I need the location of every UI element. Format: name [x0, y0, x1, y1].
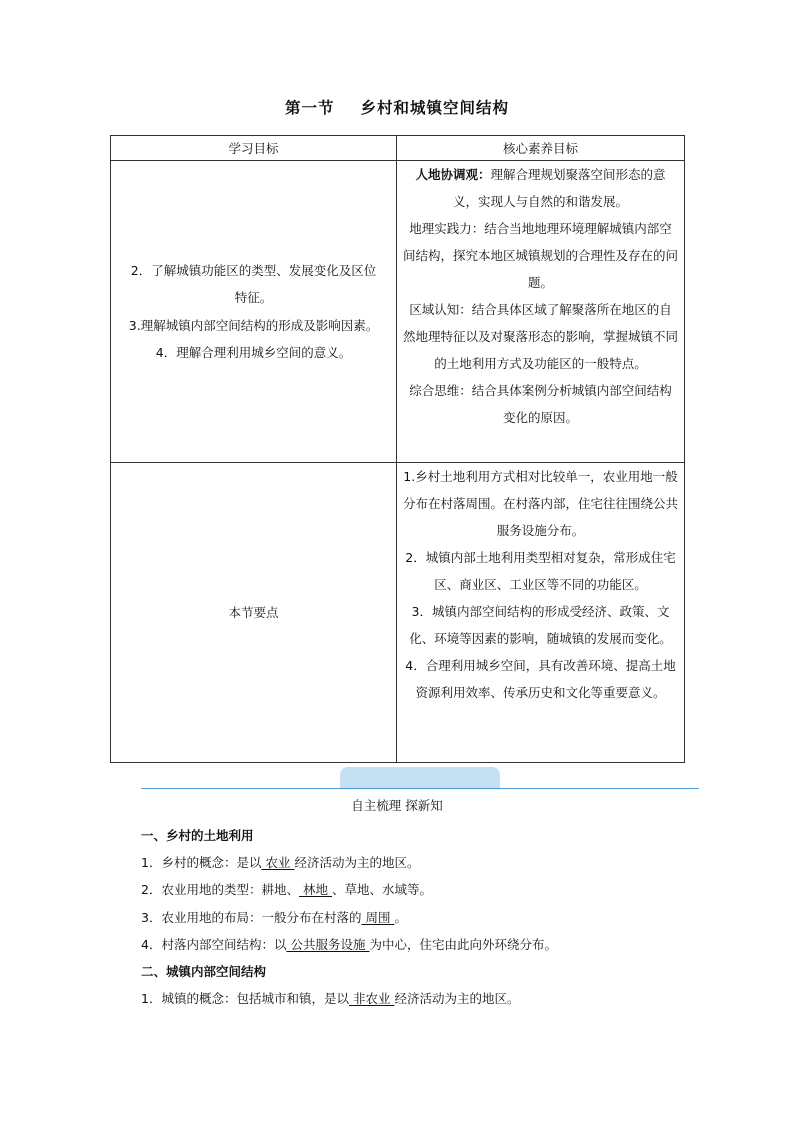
literacy-goal	[403, 161, 678, 215]
heading-urban-structure: 二、城镇内部空间结构	[141, 963, 267, 979]
literacy-text: 结合当地地理环境理解城镇内部空间结构，探究本地区城镇规划的合理性及存在的问题。	[403, 221, 679, 290]
study-item	[141, 876, 701, 903]
key-point: 1.乡村土地利用方式相对比较单一，农业用地一般分布在村落周围。在村落内部，住宅往往围绕公共服务设施分布。	[403, 469, 679, 538]
literacy-label: 综合思维：	[409, 383, 472, 398]
learning-goal: 3.理解城镇内部空间结构的形成及影响因素。	[128, 317, 379, 333]
literacy-goal	[403, 215, 678, 296]
heading-rural-land-use: 一、乡村的土地利用	[141, 828, 254, 843]
literacy-text: 结合具体案例分析城镇内部空间结构变化的原因。	[471, 383, 672, 425]
literacy-text: 结合具体区域了解聚落所在地区的自然地理特征以及对聚落形态的影响，掌握城镇不同的土地利用方式及功能区的一般特点。	[403, 302, 679, 371]
goals-table	[110, 135, 685, 763]
item-text: 经济活动为主的地区。	[294, 855, 420, 871]
item-text: 为中心，住宅由此向外环绕分布。	[369, 936, 557, 952]
item-text: 经济活动为主的地区。	[394, 991, 520, 1007]
answer-fill: 公共服务设施	[290, 936, 366, 952]
answer-fill: 农业	[265, 855, 291, 871]
section-number: 第一节	[284, 98, 335, 117]
page-title	[0, 96, 794, 118]
section-tab-band	[340, 767, 500, 788]
literacy-label: 地理实践力：	[409, 221, 485, 236]
item-text: 、草地、水域等。	[331, 882, 432, 898]
literacy-label: 区域认知：	[409, 302, 472, 317]
key-points-label: 本节要点	[111, 463, 397, 763]
answer-fill: 林地	[302, 882, 328, 898]
learning-goals-cell	[111, 161, 397, 463]
study-item	[141, 904, 701, 931]
study-item	[141, 849, 701, 876]
study-item	[141, 931, 701, 958]
header-learning-goals: 学习目标	[111, 136, 397, 161]
literacy-text: 理解合理规划聚落空间形态的意义，实现人与自然的和谐发展。	[452, 167, 666, 209]
literacy-goal	[403, 377, 678, 431]
study-item	[141, 985, 701, 1012]
key-point: 4．合理利用城乡空间，具有改善环境、提高土地资源利用效率、传承历史和文化等重要意义。	[405, 658, 676, 700]
learning-goal: 特征。	[234, 290, 273, 305]
item-text: 。	[394, 909, 407, 925]
key-point: 3．城镇内部空间结构的形成受经济、政策、文化、环境等因素的影响，随城镇的发展而变化。	[409, 604, 672, 646]
literacy-goal	[403, 296, 678, 377]
item-text: 4．村落内部空间结构：以	[141, 936, 287, 952]
key-point: 2．城镇内部土地利用类型相对复杂，常形成住宅区、商业区、工业区等不同的功能区。	[405, 550, 676, 592]
section-title: 自主梳理 探新知	[351, 798, 443, 813]
key-points-cell	[397, 463, 685, 763]
study-content	[141, 822, 701, 1012]
learning-goal: 4．理解合理利用城乡空间的意义。	[155, 345, 352, 360]
learning-goal: 2．了解城镇功能区的类型、发展变化及区位	[130, 262, 377, 278]
literacy-label: 人地协调观：	[415, 167, 491, 182]
answer-fill: 周围	[365, 909, 391, 925]
item-text: 3．农业用地的布局：一般分布在村落的	[141, 909, 362, 925]
item-text: 2．农业用地的类型：耕地、	[141, 882, 299, 898]
item-text: 1．城镇的概念：包括城市和镇，是以	[141, 991, 349, 1007]
item-text: 1．乡村的概念：是以	[141, 855, 262, 871]
header-literacy-goals: 核心素养目标	[397, 136, 685, 161]
answer-fill: 非农业	[352, 991, 391, 1007]
section-name: 乡村和城镇空间结构	[360, 98, 510, 117]
section-divider	[141, 788, 699, 789]
literacy-goals-cell	[397, 161, 685, 463]
